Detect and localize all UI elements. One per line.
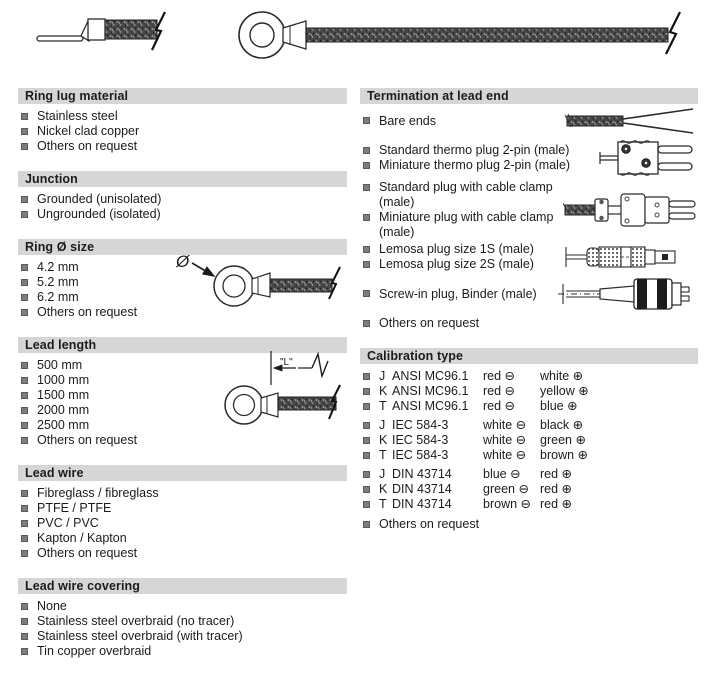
thermo-plug-icon <box>598 138 698 178</box>
section-header <box>18 171 347 187</box>
ring-diameter-diagram-illustration <box>168 245 350 317</box>
lead-length-diagram-illustration <box>224 349 348 433</box>
square-bullet-icon <box>21 377 28 384</box>
list-item <box>18 124 347 139</box>
square-bullet-icon <box>21 143 28 150</box>
list-item <box>360 242 534 257</box>
list-item <box>360 114 436 129</box>
square-bullet-icon <box>21 422 28 429</box>
list-item <box>360 143 570 158</box>
calibration-row <box>360 467 698 482</box>
calibration-negative-lead: green ⊖ <box>483 482 529 496</box>
list-item <box>18 629 347 644</box>
square-bullet-icon <box>21 196 28 203</box>
square-bullet-icon <box>363 246 370 253</box>
section-lead-wire <box>18 465 347 561</box>
ring-lug-with-lead-icon <box>224 4 696 62</box>
list-item-label: Fibreglass / fibreglass <box>37 486 159 500</box>
calibration-type-letter: J <box>379 369 386 383</box>
lead-length-icon <box>224 349 348 433</box>
square-bullet-icon <box>363 422 370 429</box>
list-item-label: Others on request <box>37 139 138 153</box>
list-item-label: 2000 mm <box>37 403 90 417</box>
list-item-label: Others on request <box>37 305 138 319</box>
list-item-label: 6.2 mm <box>37 290 79 304</box>
thermo-plug-illustration <box>598 138 698 178</box>
binder-plug-illustration <box>558 274 698 314</box>
section-title: Calibration type <box>367 349 464 363</box>
list-item <box>18 433 347 448</box>
square-bullet-icon <box>21 633 28 640</box>
calibration-row <box>360 384 698 399</box>
square-bullet-icon <box>363 147 370 154</box>
calibration-standard: ANSI MC96.1 <box>392 369 469 383</box>
square-bullet-icon <box>21 392 28 399</box>
option-list <box>360 517 698 532</box>
list-item-label: Tin copper overbraid <box>37 644 152 658</box>
list-item-label: Stainless steel <box>37 109 118 123</box>
list-item-label: Lemosa plug size 2S (male) <box>379 257 534 271</box>
square-bullet-icon <box>21 264 28 271</box>
calibration-standard: DIN 43714 <box>392 482 452 496</box>
section-calibration-type <box>360 348 698 532</box>
list-item <box>18 644 347 659</box>
option-list <box>18 486 347 561</box>
list-item-label: Miniature thermo plug 2-pin (male) <box>379 158 571 172</box>
list-item-label: PTFE / PTFE <box>37 501 112 515</box>
calibration-row <box>360 433 698 448</box>
calibration-standard: ANSI MC96.1 <box>392 384 469 398</box>
section-header <box>18 578 347 594</box>
list-item <box>360 316 479 331</box>
square-bullet-icon <box>363 403 370 410</box>
section-lead-length <box>18 337 347 448</box>
list-item <box>18 516 347 531</box>
calibration-type-letter: K <box>379 384 388 398</box>
list-item-label: 4.2 mm <box>37 260 79 274</box>
calibration-standard-group <box>360 467 698 512</box>
option-list <box>18 192 347 222</box>
list-item-label: 1000 mm <box>37 373 90 387</box>
square-bullet-icon <box>21 294 28 301</box>
list-item-label: Grounded (unisolated) <box>37 192 162 206</box>
calibration-standard: ANSI MC96.1 <box>392 399 469 413</box>
list-item-label: None <box>37 599 67 613</box>
calibration-negative-lead: blue ⊖ <box>483 467 521 481</box>
section-junction <box>18 171 347 222</box>
calibration-type-letter: T <box>379 399 387 413</box>
calibration-type-letter: T <box>379 497 387 511</box>
calibration-positive-lead: red ⊕ <box>540 482 573 496</box>
option-list <box>360 180 563 240</box>
square-bullet-icon <box>21 550 28 557</box>
square-bullet-icon <box>363 437 370 444</box>
square-bullet-icon <box>21 490 28 497</box>
section-title: Termination at lead end <box>367 89 509 103</box>
list-item <box>18 546 347 561</box>
calibration-negative-lead: red ⊖ <box>483 369 516 383</box>
section-title: Lead length <box>25 338 97 352</box>
list-item-label: Kapton / Kapton <box>37 531 127 545</box>
calibration-negative-lead: brown ⊖ <box>483 497 531 511</box>
calibration-row <box>360 418 698 433</box>
list-item-label: PVC / PVC <box>37 516 99 530</box>
section-header <box>360 88 698 104</box>
section-title: Ring Ø size <box>25 240 95 254</box>
lemosa-plug-icon <box>563 243 698 271</box>
section-header <box>360 348 698 364</box>
calibration-positive-lead: green ⊕ <box>540 433 586 447</box>
calibration-negative-lead: white ⊖ <box>483 418 527 432</box>
list-item-label: 5.2 mm <box>37 275 79 289</box>
square-bullet-icon <box>363 261 370 268</box>
option-list <box>360 114 436 129</box>
list-item-label: Nickel clad copper <box>37 124 140 138</box>
list-item-label: Others on request <box>379 316 480 330</box>
square-bullet-icon <box>363 290 370 297</box>
calibration-positive-lead: white ⊕ <box>540 369 584 383</box>
calibration-standard-group <box>360 369 698 414</box>
list-item <box>18 501 347 516</box>
list-item-label: Standard thermo plug 2-pin (male) <box>379 143 570 157</box>
right-column <box>360 88 698 549</box>
list-item-label: Others on request <box>379 517 480 531</box>
square-bullet-icon <box>363 452 370 459</box>
calibration-type-letter: K <box>379 433 388 447</box>
square-bullet-icon <box>21 437 28 444</box>
list-item-label: Others on request <box>37 546 138 560</box>
square-bullet-icon <box>363 184 370 191</box>
calibration-row <box>360 369 698 384</box>
square-bullet-icon <box>363 521 370 528</box>
binder-screw-plug-icon <box>558 274 698 314</box>
termination-group <box>360 180 698 240</box>
calibration-row <box>360 399 698 414</box>
list-item <box>18 109 347 124</box>
section-header <box>18 465 347 481</box>
section-title: Junction <box>25 172 78 186</box>
list-item <box>18 207 347 222</box>
cable-clamp-plug-icon <box>563 189 698 231</box>
square-bullet-icon <box>21 407 28 414</box>
calibration-type-letter: K <box>379 482 388 496</box>
list-item <box>360 158 570 173</box>
calibration-table <box>360 369 698 512</box>
option-list <box>360 316 479 331</box>
calibration-negative-lead: white ⊖ <box>483 433 527 447</box>
list-item-label: Miniature plug with cable clamp (male) <box>379 210 554 239</box>
section-title: Lead wire <box>25 466 84 480</box>
square-bullet-icon <box>363 486 370 493</box>
bare-ends-illustration <box>563 106 698 136</box>
square-bullet-icon <box>21 362 28 369</box>
section-lead-wire-covering <box>18 578 347 659</box>
list-item-label: Standard plug with cable clamp (male) <box>379 180 553 209</box>
list-item <box>18 531 347 546</box>
termination-group <box>360 138 698 178</box>
calibration-type-letter: T <box>379 448 387 462</box>
calibration-positive-lead: red ⊕ <box>540 467 573 481</box>
option-list <box>360 242 534 272</box>
square-bullet-icon <box>363 471 370 478</box>
square-bullet-icon <box>21 505 28 512</box>
square-bullet-icon <box>21 279 28 286</box>
calibration-standard-group <box>360 418 698 463</box>
section-termination-at-lead-end <box>360 88 698 331</box>
ring-lug-side-view-icon <box>25 6 185 58</box>
ring-diameter-icon <box>168 245 350 317</box>
calibration-positive-lead: brown ⊕ <box>540 448 588 462</box>
list-item <box>360 517 698 532</box>
square-bullet-icon <box>21 128 28 135</box>
ring-lug-with-lead-illustration <box>224 4 696 62</box>
square-bullet-icon <box>363 117 370 124</box>
list-item <box>18 192 347 207</box>
list-item-label: Stainless steel overbraid (with tracer) <box>37 629 243 643</box>
termination-group <box>360 274 698 314</box>
calibration-standard: IEC 584-3 <box>392 448 449 462</box>
list-item-label: Ungrounded (isolated) <box>37 207 161 221</box>
square-bullet-icon <box>363 214 370 221</box>
square-bullet-icon <box>363 501 370 508</box>
calibration-positive-lead: red ⊕ <box>540 497 573 511</box>
list-item <box>360 180 563 210</box>
option-list <box>360 143 570 173</box>
calibration-negative-lead: red ⊖ <box>483 384 516 398</box>
list-item-label: Others on request <box>37 433 138 447</box>
square-bullet-icon <box>363 373 370 380</box>
square-bullet-icon <box>363 320 370 327</box>
option-list <box>18 599 347 659</box>
calibration-row <box>360 482 698 497</box>
ring-lug-side-view-illustration <box>25 6 185 58</box>
bare-ends-icon <box>563 106 698 136</box>
section-ring-size <box>18 239 347 320</box>
square-bullet-icon <box>363 388 370 395</box>
list-item-label: 2500 mm <box>37 418 90 432</box>
list-item <box>18 614 347 629</box>
list-item <box>18 139 347 154</box>
list-item <box>18 599 347 614</box>
section-title: Lead wire covering <box>25 579 141 593</box>
square-bullet-icon <box>21 603 28 610</box>
list-item-label: 500 mm <box>37 358 83 372</box>
square-bullet-icon <box>21 520 28 527</box>
left-column <box>18 88 347 676</box>
section-header <box>18 88 347 104</box>
section-title: Ring lug material <box>25 89 129 103</box>
length-symbol: "L" <box>280 357 293 368</box>
square-bullet-icon <box>21 648 28 655</box>
list-item-label: Screw-in plug, Binder (male) <box>379 286 537 301</box>
diameter-symbol: Ø <box>176 252 190 271</box>
calibration-type-letter: J <box>379 418 386 432</box>
termination-group <box>360 106 698 136</box>
section-ring-lug-material <box>18 88 347 154</box>
calibration-positive-lead: blue ⊕ <box>540 399 578 413</box>
list-item-label: Lemosa plug size 1S (male) <box>379 242 534 256</box>
square-bullet-icon <box>21 309 28 316</box>
option-list <box>18 109 347 154</box>
calibration-standard: IEC 584-3 <box>392 418 449 432</box>
list-item-label: 1500 mm <box>37 388 90 402</box>
list-item <box>360 210 563 240</box>
calibration-standard: DIN 43714 <box>392 467 452 481</box>
square-bullet-icon <box>21 535 28 542</box>
list-item <box>360 257 534 272</box>
calibration-type-letter: J <box>379 467 386 481</box>
termination-group <box>360 316 698 331</box>
calibration-negative-lead: red ⊖ <box>483 399 516 413</box>
calibration-standard: IEC 584-3 <box>392 433 449 447</box>
calibration-standard: DIN 43714 <box>392 497 452 511</box>
square-bullet-icon <box>21 211 28 218</box>
calibration-positive-lead: black ⊕ <box>540 418 584 432</box>
cable-clamp-plug-illustration <box>563 189 698 231</box>
square-bullet-icon <box>21 618 28 625</box>
list-item-label: Bare ends <box>379 113 436 128</box>
termination-group <box>360 242 698 272</box>
list-item <box>18 486 347 501</box>
square-bullet-icon <box>21 113 28 120</box>
list-item <box>360 287 537 302</box>
calibration-positive-lead: yellow ⊕ <box>540 384 589 398</box>
option-list <box>360 287 537 302</box>
calibration-row <box>360 448 698 463</box>
list-item-label: Stainless steel overbraid (no tracer) <box>37 614 235 628</box>
calibration-negative-lead: white ⊖ <box>483 448 527 462</box>
calibration-row <box>360 497 698 512</box>
square-bullet-icon <box>363 162 370 169</box>
lemosa-plug-illustration <box>563 243 698 271</box>
